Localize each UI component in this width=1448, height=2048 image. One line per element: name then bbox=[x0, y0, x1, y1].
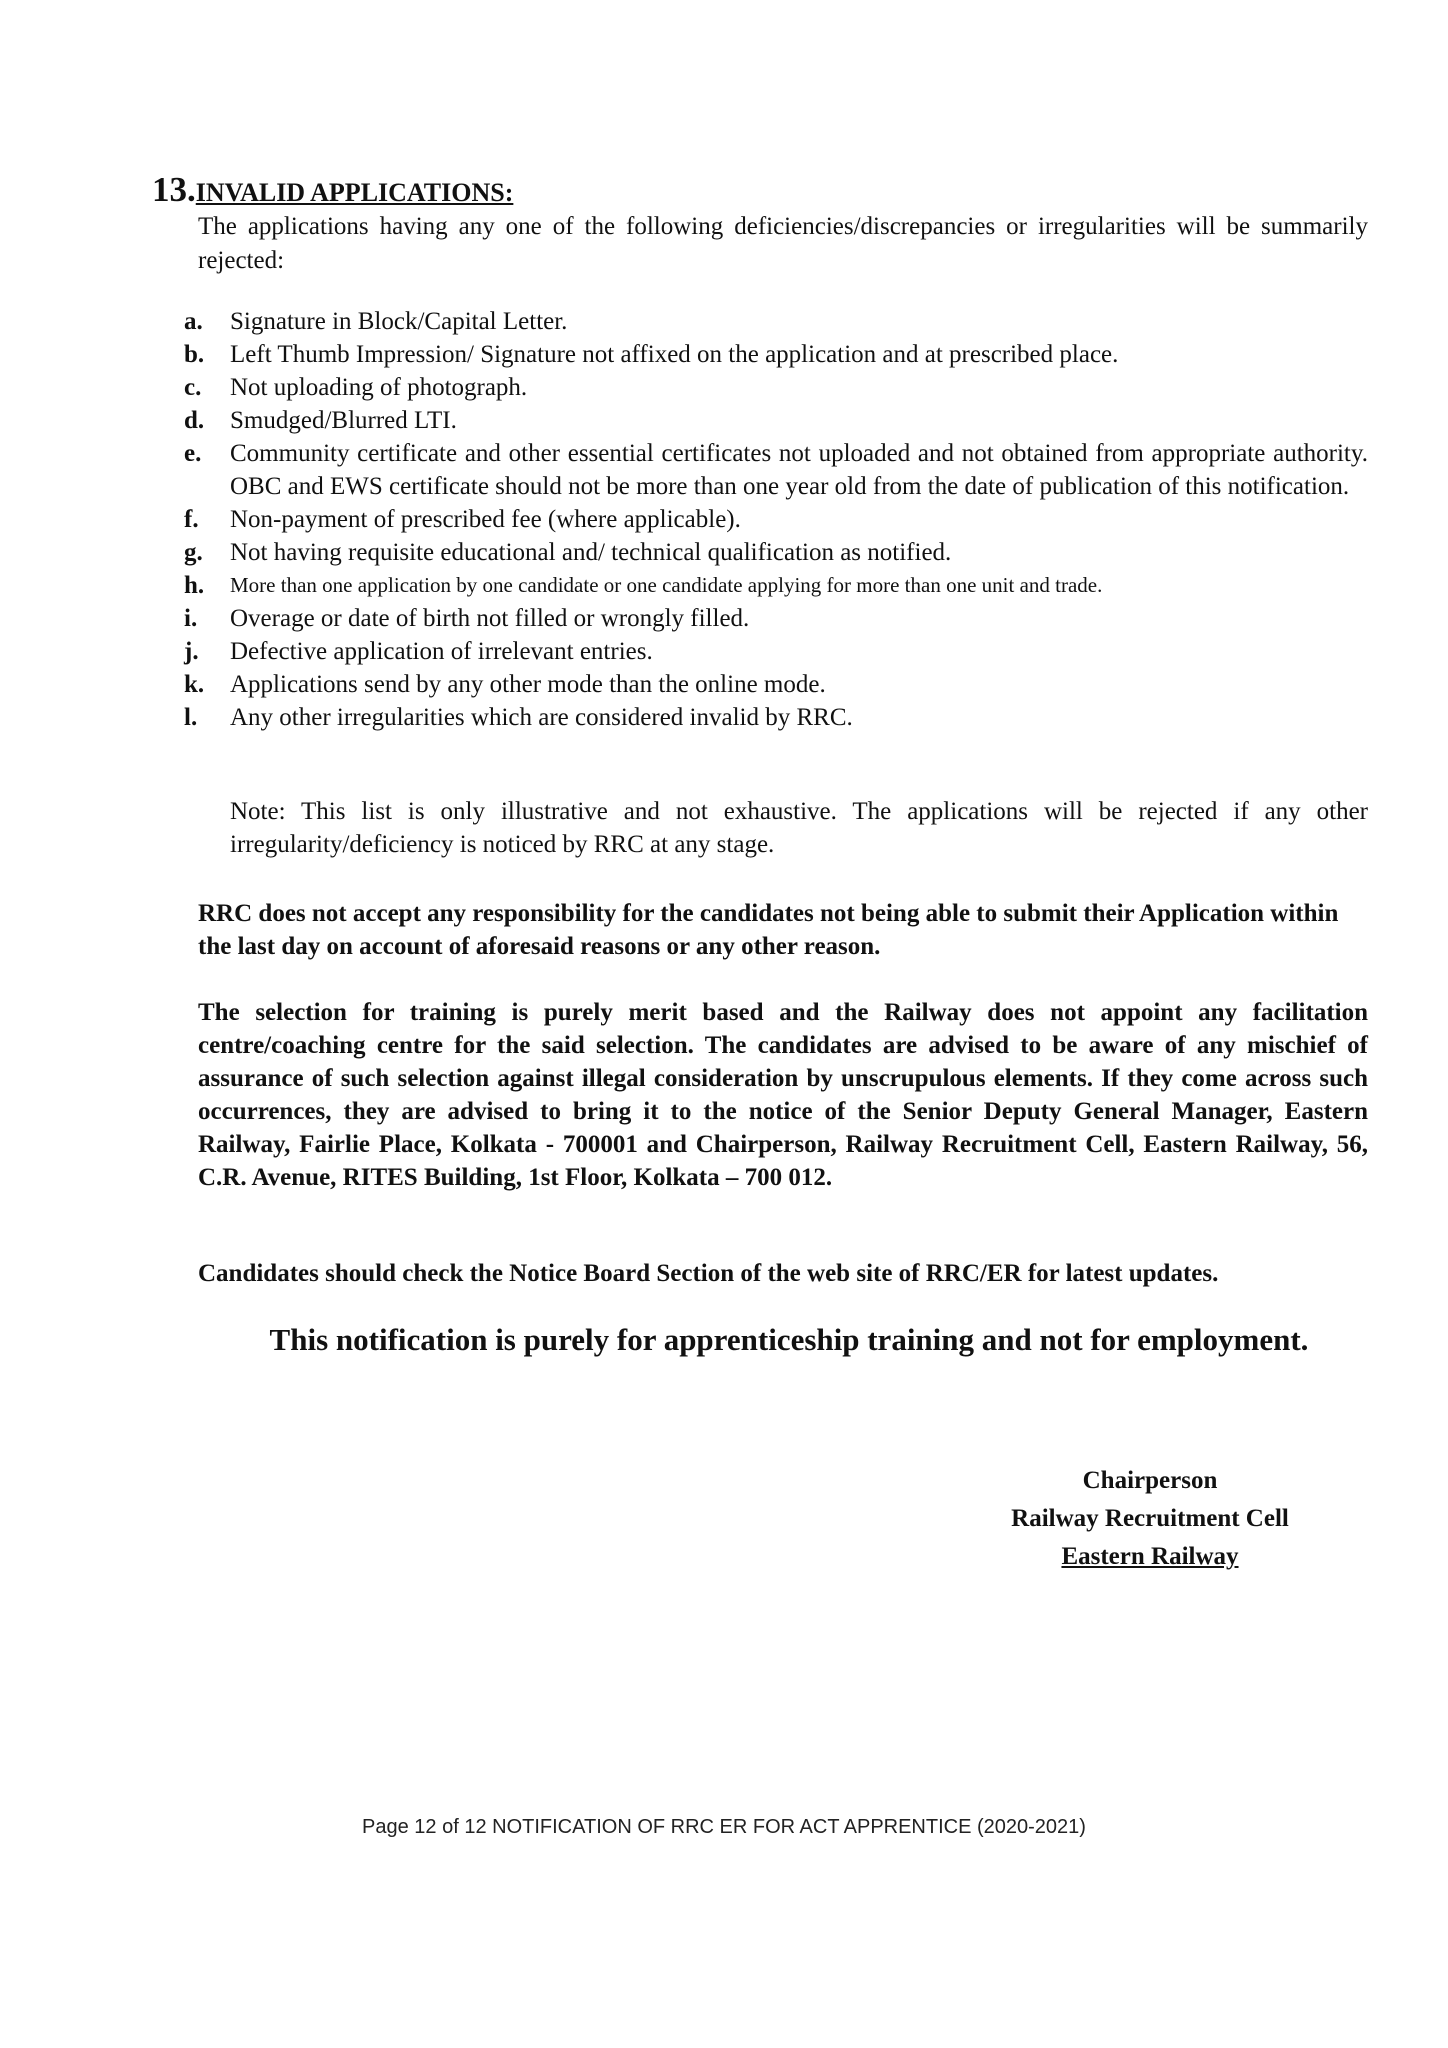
list-item-letter: d. bbox=[184, 407, 205, 434]
list-item bbox=[184, 536, 1368, 569]
list-item-letter: a. bbox=[184, 308, 203, 335]
list-item-letter: l. bbox=[184, 704, 198, 731]
list-item-text: Not having requisite educational and/ technical qualification as notified. bbox=[230, 539, 952, 566]
list-item bbox=[184, 404, 1368, 437]
list-item bbox=[184, 635, 1368, 668]
list-item-text: Left Thumb Impression/ Signature not affixed on the application and at prescribed place. bbox=[230, 341, 1119, 368]
list-item-text: Signature in Block/Capital Letter. bbox=[230, 308, 568, 335]
list-item bbox=[184, 371, 1368, 404]
deficiency-list bbox=[184, 305, 1368, 734]
list-item bbox=[184, 668, 1368, 701]
selection-paragraph: The selection for training is purely merit based and the Railway does not appoint any facilitation centre/coaching centre for the said selection. The candidates are advised to be aware of any mischief of assurance of such selection against illegal consideration by unscrupulous elements. If they come across such occurrences, they are advised to bring it to the notice of the Senior Deputy General Manager, Eastern Railway, Fairlie Place, Kolkata - 700001 and Chairperson, Railway Recruitment Cell, Eastern Railway, 56, C.R. Avenue, RITES Building, 1st Floor, Kolkata – 700 012. bbox=[198, 999, 1368, 1191]
section-intro: The applications having any one of the following deficiencies/discrepancies or irregularities will be summarily rejected: bbox=[198, 213, 1368, 274]
section-title: INVALID APPLICATIONS: bbox=[195, 178, 514, 207]
list-item-text: Non-payment of prescribed fee (where applicable). bbox=[230, 506, 741, 533]
list-item bbox=[184, 503, 1368, 536]
list-item-letter: b. bbox=[184, 341, 205, 368]
closing-statement: This notification is purely for apprenticeship training and not for employment. bbox=[269, 1322, 1309, 1357]
list-item bbox=[184, 701, 1368, 734]
signature-office: Railway Recruitment Cell bbox=[1011, 1505, 1289, 1532]
list-item-letter: e. bbox=[184, 440, 202, 467]
list-item bbox=[184, 569, 1368, 602]
list-item-text: Community certificate and other essential certificates not uploaded and not obtained from appropriate authority. OBC and EWS certificate should not be more than one year old from the date of publication of this notification. bbox=[230, 440, 1368, 500]
list-item bbox=[184, 338, 1368, 371]
section-heading bbox=[152, 172, 513, 207]
page-footer: Page 12 of 12 NOTIFICATION OF RRC ER FOR ACT APPRENTICE (2020-2021) bbox=[362, 1816, 1086, 1838]
responsibility-paragraph: RRC does not accept any responsibility for the candidates not being able to submit their Application within the last day on account of aforesaid reasons or any other reason. bbox=[198, 900, 1339, 960]
list-item-letter: h. bbox=[184, 572, 205, 599]
signature-designation: Chairperson bbox=[1082, 1467, 1218, 1494]
list-item bbox=[184, 602, 1368, 635]
list-note: Note: This list is only illustrative and not exhaustive. The applications will be rejected if any other irregularity/deficiency is noticed by RRC at any stage. bbox=[230, 798, 1368, 858]
list-item-text: Any other irregularities which are considered invalid by RRC. bbox=[230, 704, 853, 731]
list-item-text: Defective application of irrelevant entries. bbox=[230, 638, 653, 665]
list-item-letter: j. bbox=[184, 638, 199, 665]
section-number: 13. bbox=[152, 170, 196, 209]
list-item-letter: k. bbox=[184, 671, 205, 698]
list-item-letter: i. bbox=[184, 605, 198, 632]
signature-organization: Eastern Railway bbox=[1061, 1543, 1239, 1570]
list-item-text: Applications send by any other mode than the online mode. bbox=[230, 671, 826, 698]
list-item bbox=[184, 437, 1368, 503]
list-item-text: Smudged/Blurred LTI. bbox=[230, 407, 457, 434]
signature-block bbox=[980, 1462, 1320, 1576]
list-item-text: Overage or date of birth not filled or wrongly filled. bbox=[230, 605, 750, 632]
list-item-text: Not uploading of photograph. bbox=[230, 374, 528, 401]
list-item-text: More than one application by one candidate or one candidate applying for more than one unit and trade. bbox=[230, 573, 1103, 597]
list-item-letter: f. bbox=[184, 506, 199, 533]
list-item bbox=[184, 305, 1368, 338]
updates-paragraph: Candidates should check the Notice Board Section of the web site of RRC/ER for latest updates. bbox=[198, 1260, 1219, 1287]
list-item-letter: c. bbox=[184, 374, 202, 401]
list-item-letter: g. bbox=[184, 539, 203, 566]
